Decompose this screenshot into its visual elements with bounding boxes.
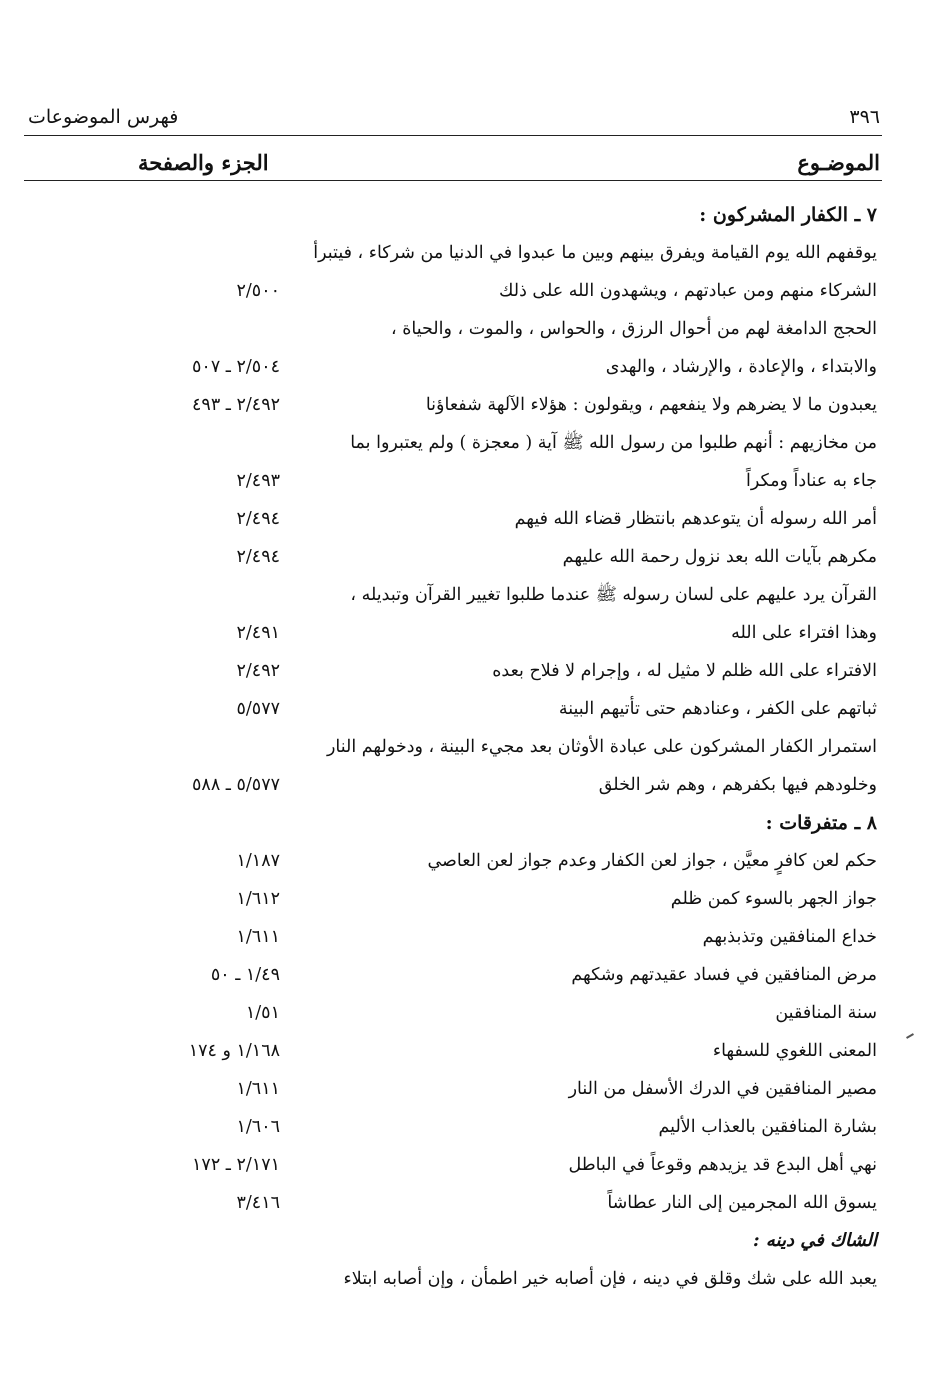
- page-number: ٣٩٦: [849, 106, 880, 128]
- entry-text: مصير المنافقين في الدرك الأسفل من النار: [568, 1079, 877, 1099]
- entry-text: نهي أهل البدع قد يزيدهم وقوعاً في الباطل: [568, 1155, 877, 1175]
- entry-reference: ١/٦١٢: [236, 889, 280, 909]
- index-entry: [0, 842, 947, 880]
- entry-text: الشاك في دينه :: [752, 1230, 877, 1251]
- entry-text: الحجج الدامغة لهم من أحوال الرزق ، والحواس ، والموت ، والحياة ،: [391, 319, 877, 339]
- column-header-reference: الجزء والصفحة: [138, 149, 269, 175]
- index-entry: [0, 918, 947, 956]
- index-entry: [0, 348, 947, 386]
- entry-reference: ٢/٥٠٤ ـ ٥٠٧: [192, 357, 280, 377]
- entry-text: من مخازيهم : أنهم طلبوا من رسول الله ﷺ آية ( معجزة ) ولم يعتبروا بما: [350, 433, 877, 453]
- column-header-rule: [24, 180, 882, 181]
- index-entry: [0, 500, 947, 538]
- entry-text: يعبدون ما لا يضرهم ولا ينفعهم ، ويقولون : هؤلاء الآلهة شفعاؤنا: [425, 395, 877, 415]
- index-entries: [0, 196, 947, 1298]
- index-entry: [0, 538, 947, 576]
- index-entry: [0, 614, 947, 652]
- entry-text: مرض المنافقين في فساد عقيدتهم وشكهم: [571, 965, 877, 985]
- running-title: فهرس الموضوعات: [28, 106, 179, 128]
- entry-text: وخلودهم فيها بكفرهم ، وهم شر الخلق: [598, 775, 877, 795]
- entry-reference: ٢/٤٩٢: [236, 661, 280, 681]
- entry-reference: ١/٤٩ ـ ٥٠: [210, 965, 280, 985]
- entry-reference: ٢/٤٩٢ ـ ٤٩٣: [192, 395, 280, 415]
- entry-text: خداع المنافقين وتذبذبهم: [702, 927, 877, 947]
- entry-reference: ٣/٤١٦: [236, 1193, 280, 1213]
- entry-text: ٧ ـ الكفار المشركون :: [699, 204, 877, 226]
- entry-text: بشارة المنافقين بالعذاب الأليم: [658, 1117, 877, 1137]
- column-headers: [28, 148, 880, 176]
- entry-text: أمر الله رسوله أن يتوعدهم بانتظار قضاء الله فيهم: [514, 509, 877, 529]
- entry-reference: ١/٦١١: [236, 1079, 280, 1099]
- index-entry: [0, 1146, 947, 1184]
- column-header-topic: الموضـوع: [797, 149, 880, 175]
- index-entry: [0, 234, 947, 272]
- entry-text: والابتداء ، والإعادة ، والإرشاد ، والهدى: [605, 357, 877, 377]
- entry-text: القرآن يرد عليهم على لسان رسوله ﷺ عندما طلبوا تغيير القرآن وتبديله ،: [350, 585, 877, 605]
- entry-reference: ٢/٤٩٤: [236, 509, 280, 529]
- index-entry: [0, 956, 947, 994]
- entry-text: ثباتهم على الكفر ، وعنادهم حتى تأتيهم البينة: [558, 699, 877, 719]
- index-entry: [0, 1184, 947, 1222]
- entry-text: ٨ ـ متفرقات :: [765, 812, 877, 834]
- subsection-heading: [0, 1222, 947, 1260]
- entry-text: وهذا افتراء على الله: [731, 623, 877, 643]
- entry-reference: ١/٦٠٦: [236, 1117, 280, 1137]
- section-heading: [0, 196, 947, 234]
- entry-text: مكرهم بآيات الله بعد نزول رحمة الله عليهم: [562, 547, 877, 567]
- index-entry: [0, 1032, 947, 1070]
- index-entry: [0, 880, 947, 918]
- index-entry: [0, 766, 947, 804]
- entry-text: سنة المنافقين: [775, 1003, 877, 1023]
- entry-reference: ٢/١٧١ ـ ١٧٢: [192, 1155, 280, 1175]
- entry-reference: ١/١٨٧: [236, 851, 280, 871]
- section-heading: [0, 804, 947, 842]
- running-header: [28, 103, 880, 131]
- entry-text: المعنى اللغوي للسفهاء: [712, 1041, 877, 1061]
- index-entry: [0, 272, 947, 310]
- entry-reference: ٥/٥٧٧ ـ ٥٨٨: [192, 775, 280, 795]
- index-entry: [0, 462, 947, 500]
- index-entry: [0, 424, 947, 462]
- index-entry: [0, 310, 947, 348]
- entry-text: الافتراء على الله ظلم لا مثيل له ، وإجرام لا فلاح بعده: [492, 661, 877, 681]
- entry-reference: ١/١٦٨ و ١٧٤: [188, 1041, 280, 1061]
- entry-reference: ٢/٤٩٤: [236, 547, 280, 567]
- entry-text: يسوق الله المجرمين إلى النار عطاشاً: [607, 1193, 877, 1213]
- index-entry: [0, 1260, 947, 1298]
- index-entry: [0, 728, 947, 766]
- entry-text: الشركاء منهم ومن عبادتهم ، ويشهدون الله على ذلك: [498, 281, 877, 301]
- entry-text: جاء به عناداً ومكراً: [745, 471, 877, 491]
- entry-reference: ٢/٤٩٣: [236, 471, 280, 491]
- index-entry: [0, 652, 947, 690]
- entry-reference: ٢/٥٠٠: [236, 281, 280, 301]
- entry-reference: ٥/٥٧٧: [236, 699, 280, 719]
- entry-text: استمرار الكفار المشركون على عبادة الأوثان بعد مجيء البينة ، ودخولهم النار: [326, 737, 877, 757]
- index-entry: [0, 994, 947, 1032]
- entry-text: حكم لعن كافرٍ معيَّن ، جواز لعن الكفار وعدم جواز لعن العاصي: [427, 851, 877, 871]
- index-entry: [0, 690, 947, 728]
- index-entry: [0, 576, 947, 614]
- index-entry: [0, 1108, 947, 1146]
- entry-text: جواز الجهر بالسوء كمن ظلم: [670, 889, 877, 909]
- entry-reference: ١/٦١١: [236, 927, 280, 947]
- header-rule: [24, 135, 882, 136]
- entry-reference: ٢/٤٩١: [236, 623, 280, 643]
- entry-reference: ١/٥١: [245, 1003, 280, 1023]
- index-entry: [0, 1070, 947, 1108]
- index-entry: [0, 386, 947, 424]
- entry-text: يوقفهم الله يوم القيامة ويفرق بينهم وبين ما عبدوا في الدنيا من شركاء ، فيتبرأ: [313, 243, 877, 263]
- entry-text: يعبد الله على شك وقلق في دينه ، فإن أصابه خير اطمأن ، وإن أصابه ابتلاء: [343, 1269, 877, 1289]
